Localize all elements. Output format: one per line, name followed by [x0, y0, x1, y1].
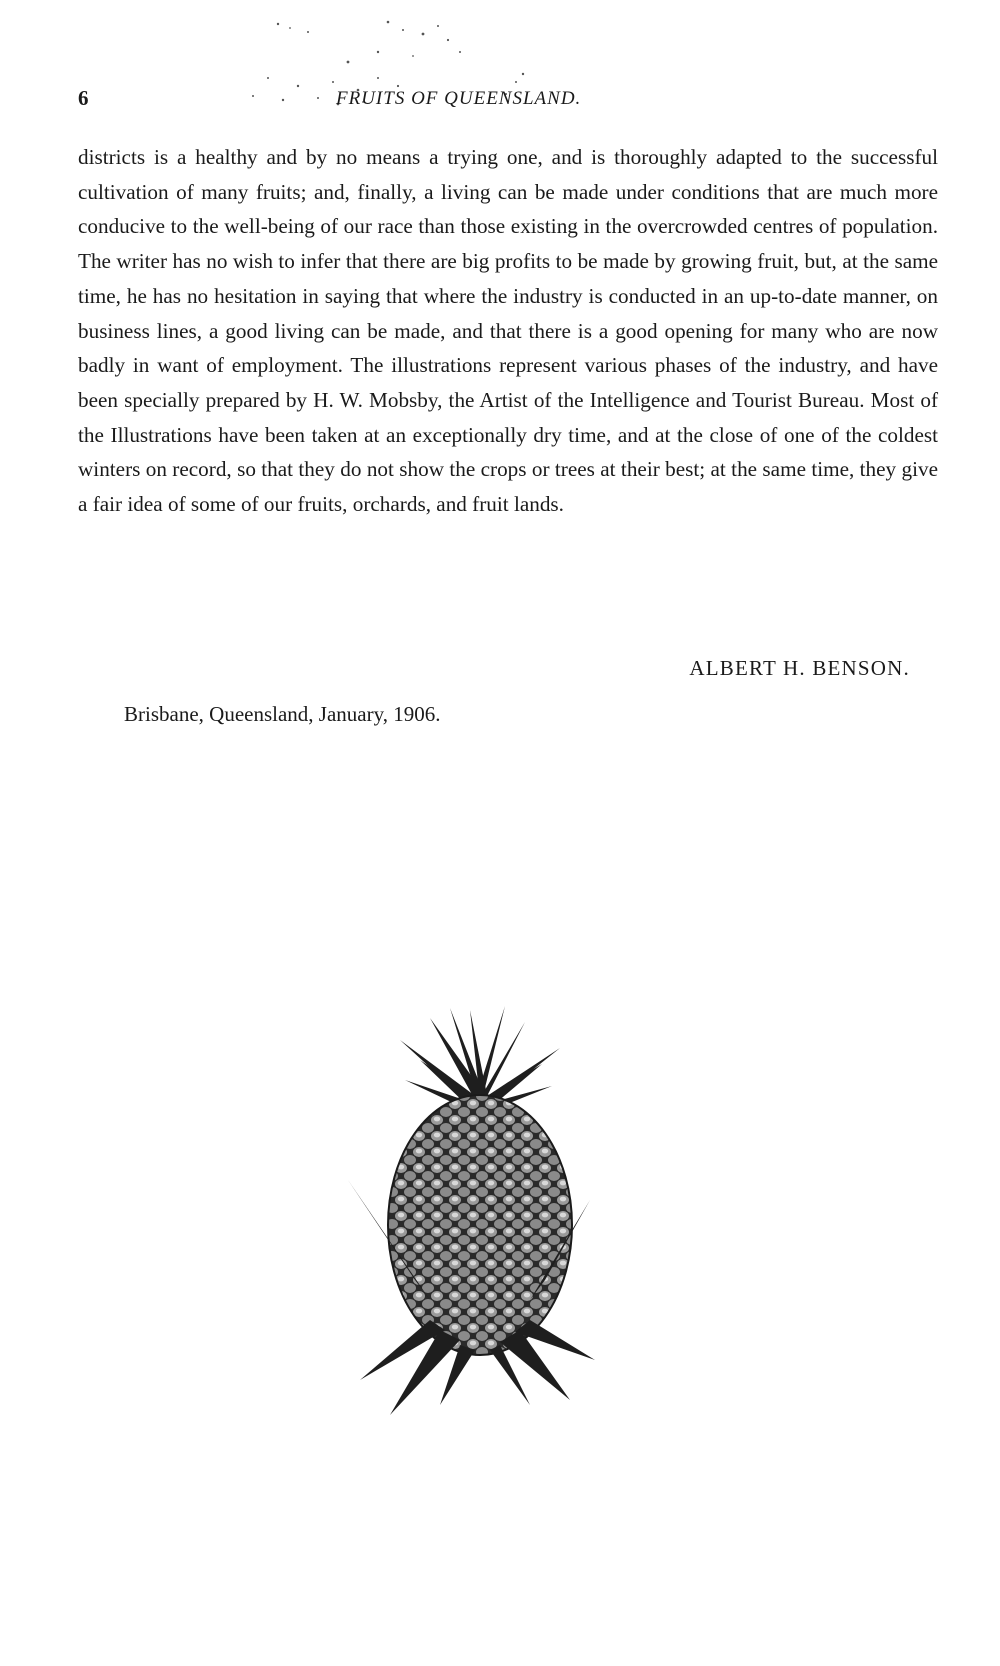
page-header — [78, 86, 938, 116]
running-title: FRUITS OF QUEENSLAND. — [336, 88, 582, 109]
print-speckle-decoration — [238, 16, 568, 136]
dateline: Brisbane, Queensland, January, 1906. — [124, 702, 441, 726]
page-number: 6 — [78, 86, 89, 110]
pineapple-illustration-icon — [320, 1000, 650, 1415]
author-signature: ALBERT H. BENSON. — [689, 656, 910, 680]
body-paragraph: districts is a healthy and by no means a trying one, and is thoroughly adapted to the successful cultivation of many fruits; and, finally, a living can be made under conditions that are much more conducive to the well-being of our race than those existing in the overcrowded centres of population. The writer has no wish to infer that there are big profits to be made by growing fruit, but, at the same time, he has no hesitation in saying that where the industry is conducted in an up-to-date manner, on business lines, a good living can be made, and that there is a good opening for many who are now badly in want of employment. The illustrations represent various phases of the industry, and have been specially prepared by H. W. Mobsby, the Artist of the Intelligence and Tourist Bureau. Most of the Illustrations have been taken at an exceptionally dry time, and at the close of one of the coldest winters on record, so that they do not show the crops or trees at their best; at the same time, they give a fair idea of some of our fruits, orchards, and fruit lands. — [78, 145, 938, 517]
